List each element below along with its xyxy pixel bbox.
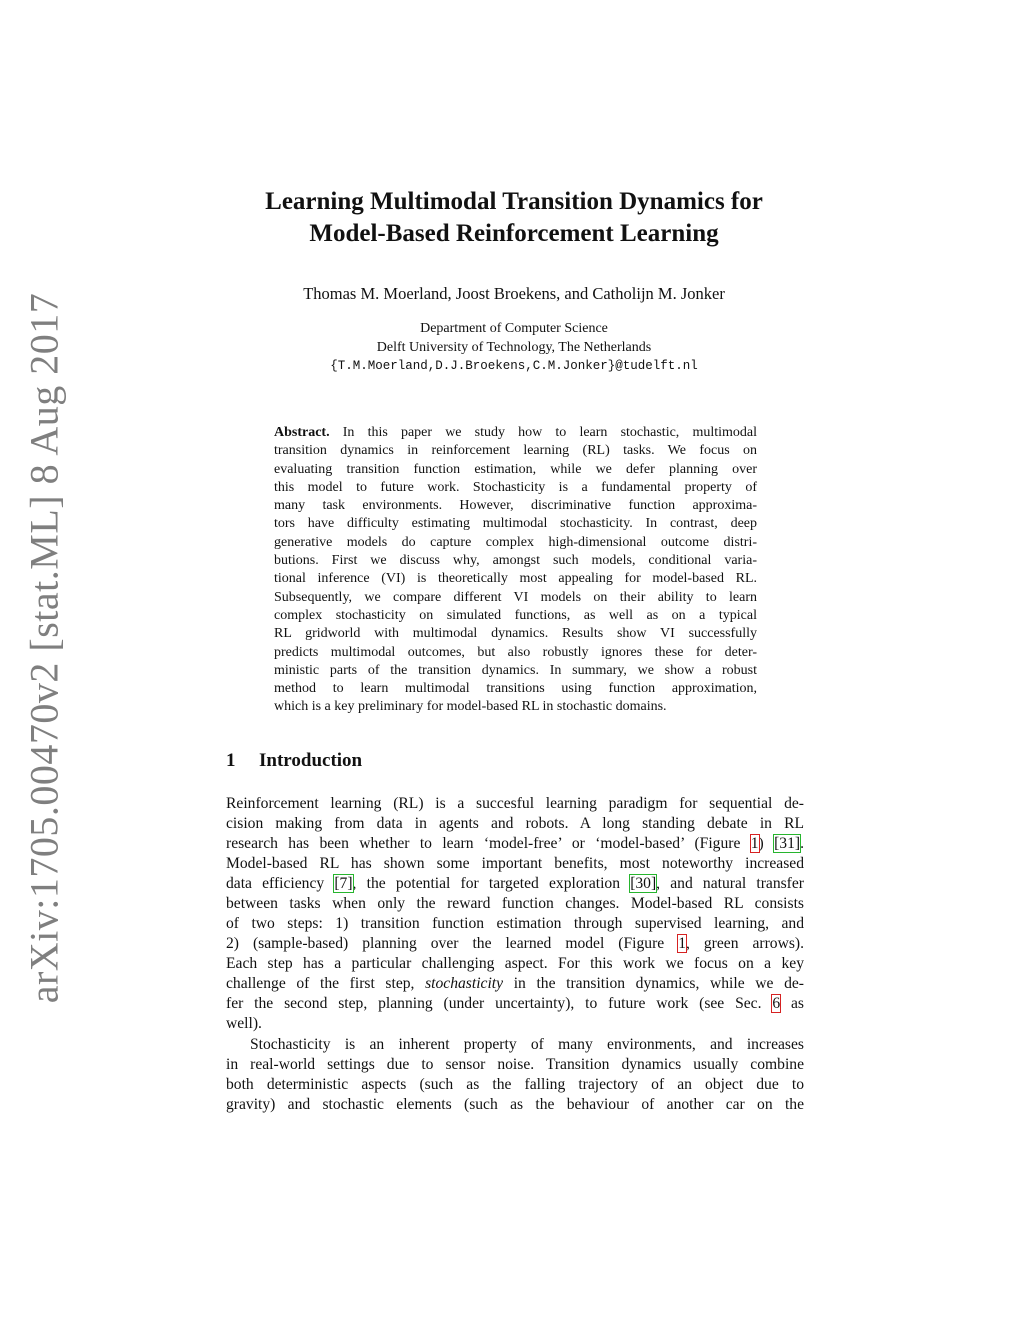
text-line: well). [226, 1015, 262, 1032]
emphasis-stochasticity: stochasticity [425, 975, 504, 992]
affiliation [226, 319, 802, 376]
abstract-line: Subsequently, we compare different VI models on their ability to learn [274, 589, 757, 605]
section-ref-link[interactable]: 6 [772, 995, 781, 1012]
abstract-line: generative models do capture complex high-dimensional outcome distri- [274, 534, 757, 550]
abstract-line: Abstract. In this paper we study how to learn stochastic, multimodal [274, 425, 757, 440]
text-line: fer the second step, planning (under uncertainty), to future work (see Sec. 6 as [226, 995, 805, 1012]
text-line: 2) (sample-based) planning over the learned model (Figure 1, green arrows). [226, 935, 804, 952]
abstract-line: transition dynamics in reinforcement learning (RL) tasks. We focus on [274, 443, 757, 459]
abstract-line: butions. First we discuss why, amongst such models, conditional varia- [274, 553, 757, 569]
abstract-line: this model to future work. Stochasticity is a fundamental property of [274, 479, 757, 495]
arxiv-identifier: arXiv:1705.00470v2 [stat.ML] 8 Aug 2017 [21, 292, 67, 1004]
text-line: cision making from data in agents and robots. A long standing debate in RL [226, 815, 804, 832]
abstract-line: which is a key preliminary for model-based RL in stochastic domains. [274, 699, 667, 715]
paper-title [226, 186, 802, 250]
citation-link[interactable]: [7] [334, 875, 353, 892]
abstract-line: tors have difficulty estimating multimodal stochasticity. In contrast, deep [274, 516, 757, 532]
abstract-line: evaluating transition function estimation, while we defer planning over [274, 461, 757, 477]
department: Department of Computer Science [420, 321, 608, 336]
text-line: gravity) and stochastic elements (such as the behaviour of another car on the [226, 1096, 804, 1113]
figure-ref-link[interactable]: 1 [678, 935, 686, 952]
text-line: of two steps: 1) transition function estimation through supervised learning, and [226, 915, 804, 932]
text-line: challenge of the first step, stochasticity in the transition dynamics, while we de- [226, 975, 804, 992]
intro-paragraph-1 [226, 794, 804, 1034]
text-line: Each step has a particular challenging aspect. For this work we focus on a key [226, 955, 804, 972]
section-title: Introduction [259, 750, 363, 771]
university: Delft University of Technology, The Netherlands [376, 340, 652, 355]
section-number: 1 [226, 750, 236, 771]
title-line-1: Learning Multimodal Transition Dynamics for [265, 188, 763, 215]
abstract-line: complex stochasticity on simulated functions, as well as on a typical [274, 607, 757, 623]
figure-ref-link[interactable]: 1 [750, 835, 759, 852]
abstract-line: predicts multimodal outcomes, but also robustly ignores these for deter- [274, 644, 757, 660]
citation-link[interactable]: [30] [630, 875, 657, 892]
author-list: Thomas M. Moerland, Joost Broekens, and Catholijn M. Jonker [303, 284, 725, 303]
title-line-2: Model-Based Reinforcement Learning [309, 220, 719, 247]
text-line: in real-world settings due to sensor noise. Transition dynamics usually combine [226, 1056, 804, 1073]
text-line: Model-based RL has shown some important benefits, most noteworthy increased [226, 855, 804, 872]
text-line: both deterministic aspects (such as the falling trajectory of an object due to [226, 1076, 804, 1093]
abstract-line: method to learn multimodal transitions using function approximation, [274, 681, 757, 697]
text-line: data efficiency [7], the potential for targeted exploration [30], and natural transfer [226, 875, 804, 892]
abstract [274, 424, 757, 717]
abstract-heading: Abstract. [274, 425, 330, 440]
text-line: research has been whether to learn ‘model-free’ or ‘model-based’ (Figure 1) [31]. [226, 835, 804, 852]
abstract-line: tional inference (VI) is theoretically most appealing for model-based RL. [274, 571, 757, 587]
text-line: between tasks when only the reward function changes. Model-based RL consists [226, 895, 804, 912]
abstract-line: ministic parts of the transition dynamics. In summary, we show a robust [274, 662, 757, 678]
author-emails: {T.M.Moerland,D.J.Broekens,C.M.Jonker}@tudelft.nl [330, 359, 698, 373]
intro-paragraph-2 [226, 1035, 804, 1115]
abstract-line: RL gridworld with multimodal dynamics. Results show VI successfully [274, 626, 757, 642]
text-line: Reinforcement learning (RL) is a succesful learning paradigm for sequential de- [226, 795, 804, 812]
citation-link[interactable]: [31] [774, 835, 801, 852]
text-line: Stochasticity is an inherent property of many environments, and increases [250, 1036, 804, 1053]
abstract-line: many task environments. However, discriminative function approxima- [274, 498, 757, 514]
section-heading-introduction [226, 750, 362, 772]
